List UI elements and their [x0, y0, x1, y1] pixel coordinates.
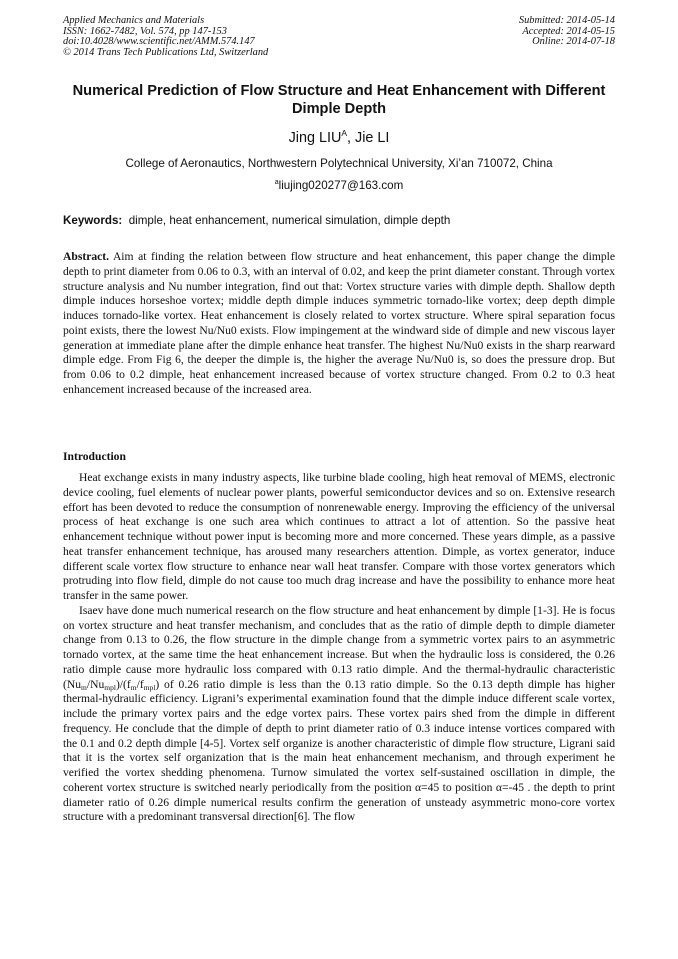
- journal-copyright: © 2014 Trans Tech Publications Ltd, Switzerland: [63, 46, 269, 58]
- journal-issn: ISSN: 1662-7482, Vol. 574, pp 147-153: [63, 25, 227, 37]
- keywords-label: Keywords:: [63, 214, 123, 227]
- journal-header: [63, 16, 268, 58]
- email-address: liujing020277@163.com: [278, 179, 404, 192]
- abstract: [63, 250, 615, 398]
- dates-header: [519, 16, 615, 48]
- sub-mpl-2: mpl: [143, 682, 156, 692]
- intro-p2-mid-3: /f: [136, 677, 144, 691]
- author-separator: ,: [347, 130, 356, 146]
- sub-m-1: m: [81, 682, 87, 692]
- journal-name: Applied Mechanics and Materials: [63, 15, 205, 26]
- affiliation: College of Aeronautics, Northwestern Polytechnical University, Xi’an 710072, China: [125, 157, 553, 170]
- keywords-line: [63, 213, 615, 228]
- sub-mpl-1: mpl: [104, 682, 116, 692]
- journal-doi: doi:10.4028/www.scientific.net/AMM.574.147: [63, 36, 255, 48]
- author-1-affil-mark: A: [341, 128, 348, 138]
- submitted-date: Submitted: 2014-05-14: [518, 15, 615, 26]
- keywords-text: dimple, heat enhancement, numerical simulation, dimple depth: [128, 214, 451, 227]
- paper-title: Numerical Prediction of Flow Structure and Heat Enhancement with Different Dimple Depth: [72, 83, 606, 117]
- intro-p2-mid-2: )/(f: [115, 677, 131, 691]
- online-date: Online: 2014-07-18: [532, 36, 615, 48]
- introduction-heading: Introduction: [63, 450, 126, 463]
- email-mark: a: [274, 179, 279, 186]
- intro-p2-part-b: ) of 0.26 ratio dimple is less than the 0.13 ratio dimple. So the 0.13 depth dimple has higher thermal-hydraulic efficiency. Ligrani’s experimental examination found that the dimple induce different scale vortex, include the primary vortex pairs and the edge vortex pairs. These vortex pairs shed from the dimple in different frequency. He conclude that the dimple of depth to print diameter ratio of 0.3 induce intense vortices compared with the 0.1 and 0.2 depth dimple [4-5]. Vortex self organize is another characteristic of dimple flow structure, Ligrani said that it is the vortex self organization that is the main heat enhancement mechanism, and through experiment he verified the vortex shedding phenomena. Turnow simulated the vortex self-sustained oscillation in dimple, the coherent vortex structure is switched nearly periodically from the position α=45 to position α=-45 . the depth to print diameter ratio of 0.26 dimple numerical results confirm the generation of unsteady asymmetric mono-core vortex structure with a predominant transversal direction[6]. The flow: [63, 677, 615, 824]
- intro-p2-part-a: Isaev have done much numerical research on the flow structure and heat enhancement by dimple [1-3]. He is focus on vortex structure and heat transfer mechanism, and concludes that as the ratio of dimple depth to dimple diameter change from 0.13 to 0.26, the flow structure in the dimple change from a symmetric vortex pairs to an asymmetric tornado vortex, at the same time the heat enhancement increase. But when the hydraulic loss is considered, the 0.26 ratio dimple cause more hydraulic loss compared with 0.13 ratio dimple. And the thermal-hydraulic characteristic (Nu: [63, 603, 615, 691]
- author-1: Jing LIU: [288, 130, 342, 146]
- intro-paragraph-2: [63, 604, 615, 825]
- intro-paragraph-1: Heat exchange exists in many industry aspects, like turbine blade cooling, high heat removal of MEMS, electronic device cooling, fuel elements of nuclear power plants, powerful semiconductor devices and so on. Extensive research effort has been devoted to reduce the consumption of nonrenewable energy. Improving the efficiency of the universal process of heat exchange is one such area which continues to attract a lot of attention. So the passive heat enhancement technique without power input is becoming more and more concerned. These years dimple, as a passive heat transfer enhancement technique, has aroused many researchers attention. Dimple, as vortex generator, induce different scale vortex flow structure to enhance near wall heat transfer. Compare with those vortex generators which protruding into flow field, dimple do not cause too much drag increase and have the possibility to enhance more heat transfer in the same power.: [63, 471, 615, 602]
- abstract-label: Abstract.: [63, 250, 110, 263]
- email-line: [63, 178, 615, 193]
- accepted-date: Accepted: 2014-05-15: [522, 25, 615, 37]
- introduction-body: [63, 471, 615, 825]
- abstract-text: Aim at finding the relation between flow structure and heat enhancement, this paper change the dimple depth to print diameter from 0.06 to 0.3, with an interval of 0.02, and keep the print diameter constant. Through vortex structure analysis and Nu number integration, find out that: Vortex structure varies with dimple depth. Shallow depth dimple induces horseshoe vortex; middle depth dimple induces symmetric tornado-like vortex; deep depth dimple induces tornado-like vortex. Heat enhancement is closely related to vortex structure. Where spiral separation focus point exists, there the lowest Nu/Nu0 exists. Flow impingement at the windward side of dimple and new viscous layer generation at immediate plane after the dimple enhance heat transfer. The highest Nu/Nu0 exists in the sharp rearward dimple edge. From Fig 6, the deeper the dimple is, the higher the average Nu/Nu0 is, so does the pressure drop. But from 0.06 to 0.2 dimple, heat enhancement increased because of vortex structure changed. From 0.2 to 0.3 heat enhancement increased because of the increased area.: [63, 250, 616, 396]
- sub-m-2: m: [130, 682, 137, 692]
- author-2: Jie LI: [355, 130, 390, 146]
- author-line: [63, 129, 615, 147]
- intro-p2-mid-1: /Nu: [86, 677, 105, 691]
